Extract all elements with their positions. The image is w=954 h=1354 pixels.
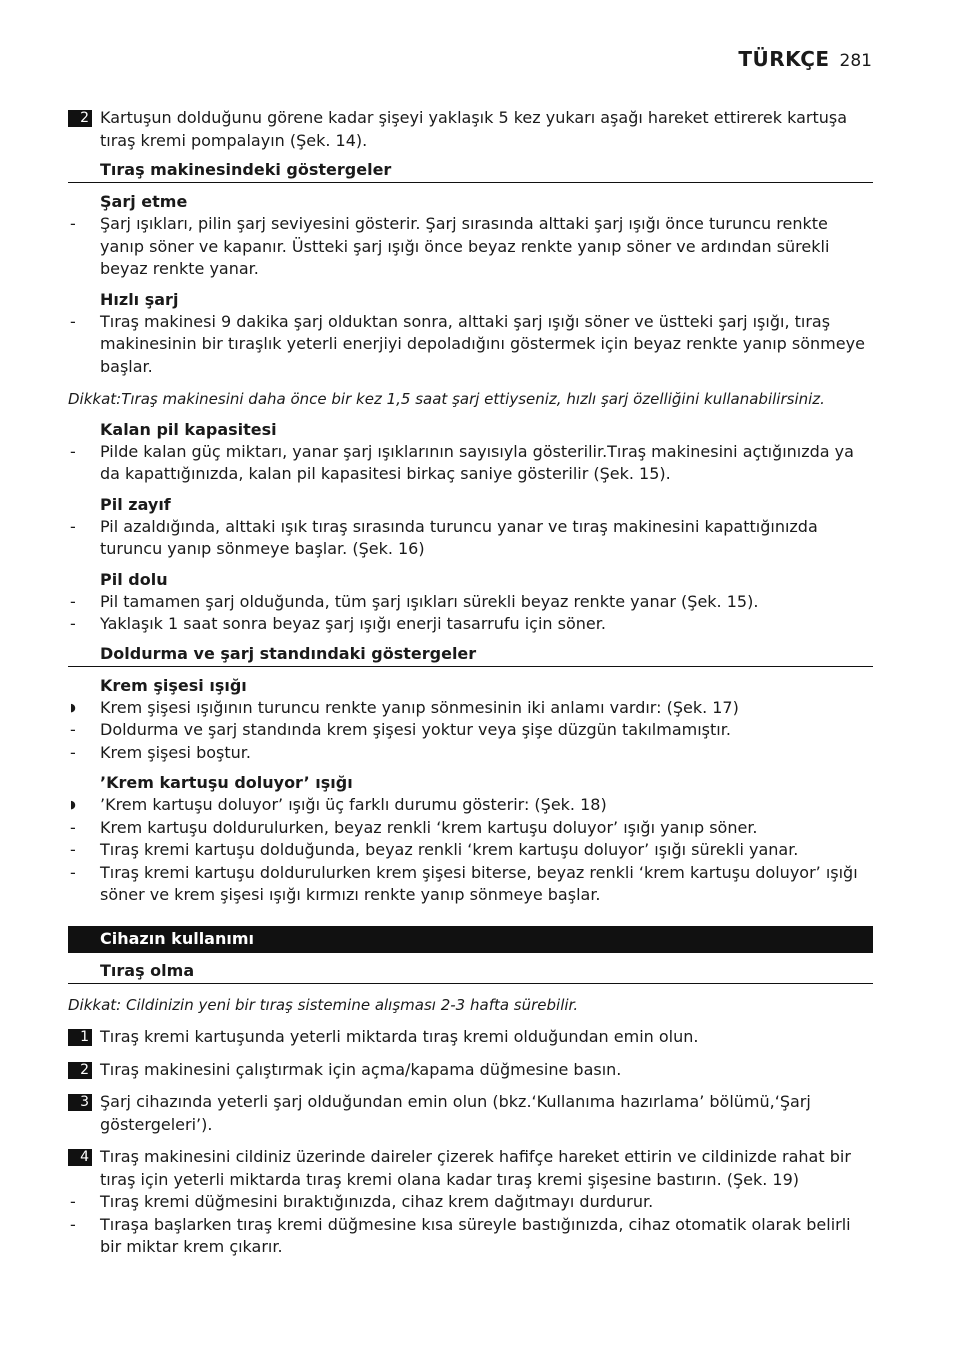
list-item: - Krem şişesi boştur. xyxy=(70,742,251,762)
list-item: - Şarj ışıkları, pilin şarj seviyesini gösterir. Şarj sırasında alttaki şarj ışığı önce turuncu renkte yanıp söner ve kapanır. Üstteki şarj ışığı önce beyaz renkte yanıp söner ve ardından sürekli beyaz renkte yanar. xyxy=(70,214,830,278)
step-text: Tıraş makinesini çalıştırmak için açma/kapama düğmesine basın. xyxy=(100,1059,622,1079)
bullet-icon: ◗ xyxy=(70,798,76,811)
step-2-fill xyxy=(68,107,873,152)
list-item: - Pilde kalan güç miktarı, yanar şarj ışıklarının sayısıyla gösterilir.Tıraş makinesini açtığınızda ya da kapattığınızda, kalan pil kapasitesi birkaç saniye gösterilir (Şek. 15). xyxy=(70,441,854,483)
language-title: TÜRKÇE xyxy=(738,47,830,71)
step-4 xyxy=(68,1146,873,1191)
list-item: - Tıraş kremi kartuşu doldurulurken krem şişesi biterse, beyaz renkli ‘krem kartuşu doluyor’ ışığı söner ve krem şişesi ışığı kırmızı renkte yanıp sönmeye başlar. xyxy=(70,862,858,904)
list-item: - Tıraş kremi kartuşu dolduğunda, beyaz renkli ‘krem kartuşu doluyor’ ışığı sürekli yanar. xyxy=(70,840,799,859)
page-header xyxy=(738,47,872,71)
subheading-battery-low: Pil zayıf xyxy=(100,494,171,514)
list-item: - Krem kartuşu doldurulurken, beyaz renkli ‘krem kartuşu doluyor’ ışığı yanıp söner. xyxy=(70,817,758,837)
bullet-icon: ◗ xyxy=(70,700,76,714)
step-text: Tıraş makinesini cildiniz üzerinde daireler çizerek hafifçe hareket ettirin ve cildinizde rahat bir tıraş için yeterli miktarda tıraş kremi olana kadar tıraş kremi şişesine bastırın. (Şek. 19) xyxy=(100,1147,851,1189)
list-item: - Pil azaldığında, alttaki ışık tıraş sırasında turuncu yanar ve tıraş makinesini kapattığınızda turuncu yanıp sönmeye başlar. (Şek. 16) xyxy=(70,516,818,558)
step-3 xyxy=(68,1091,873,1136)
list-item: - Doldurma ve şarj standında krem şişesi yoktur veya şişe düzgün takılmamıştır. xyxy=(70,720,731,739)
page-number: 281 xyxy=(839,51,872,71)
subheading-cream-bottle-light: Krem şişesi ışığı xyxy=(100,675,247,695)
bullet-item: ◗ Krem şişesi ışığının turuncu renkte yanıp sönmesinin iki anlamı vardır: (Şek. 17) xyxy=(70,697,739,717)
section-bar-usage: Cihazın kullanımı xyxy=(68,926,873,953)
step-number: 2 xyxy=(68,110,92,127)
subheading-battery-full: Pil dolu xyxy=(100,569,168,589)
subheading-cartridge-filling-light: ’Krem kartuşu doluyor’ ışığı xyxy=(100,773,353,792)
section-stand-indicators: Doldurma ve şarj standındaki göstergeler xyxy=(68,643,873,667)
step-number: 4 xyxy=(68,1149,92,1166)
note-adaptation: Dikkat: Cildinizin yeni bir tıraş sistemine alışması 2-3 hafta sürebilir. xyxy=(68,995,579,1014)
step-2 xyxy=(68,1059,873,1082)
step-number: 3 xyxy=(68,1094,92,1111)
list-item: - Tıraşa başlarken tıraş kremi düğmesine kısa süreyle bastığınızda, cihaz otomatik olarak belirli bir miktar krem çıkarır. xyxy=(70,1214,851,1256)
step-text: Şarj cihazında yeterli şarj olduğundan emin olun (bkz.‘Kullanıma hazırlama’ bölümü,‘Şarj göstergeleri’). xyxy=(100,1092,811,1134)
page-content xyxy=(68,107,873,1259)
subheading-quick-charge: Hızlı şarj xyxy=(100,289,179,309)
list-item: - Tıraş makinesi 9 dakika şarj olduktan sonra, alttaki şarj ışığı söner ve üstteki şarj ışığı, tıraş makinesinin bir tıraşlık yeterli enerjiyi depoladığını göstermek için beyaz renkte yanıp sönmeye başlar. xyxy=(70,311,865,376)
step-text: Kartuşun dolduğunu görene kadar şişeyi yaklaşık 5 kez yukarı aşağı hareket ettirerek kartuşa tıraş kremi pompalayın (Şek. 14). xyxy=(100,108,848,150)
list-item: - Pil tamamen şarj olduğunda, tüm şarj ışıkları sürekli beyaz renkte yanar (Şek. 15). xyxy=(70,591,759,611)
note-quick-charge: Dikkat:Tıraş makinesini daha önce bir kez 1,5 saat şarj ettiyseniz, hızlı şarj özelliğini kullanabilirsiniz. xyxy=(68,390,825,408)
step-number: 2 xyxy=(68,1062,92,1079)
list-item: - Tıraş kremi düğmesini bıraktığınızda, cihaz krem dağıtmayı durdurur. xyxy=(70,1192,654,1211)
subheading-remaining-capacity: Kalan pil kapasitesi xyxy=(100,419,277,439)
subheading-charging: Şarj etme xyxy=(100,192,188,211)
section-shaver-indicators: Tıraş makinesindeki göstergeler xyxy=(68,159,873,183)
bullet-item: ◗ ’Krem kartuşu doluyor’ ışığı üç farklı durumu gösterir: (Şek. 18) xyxy=(70,795,607,814)
step-1 xyxy=(68,1026,873,1049)
step-text: Tıraş kremi kartuşunda yeterli miktarda tıraş kremi olduğundan emin olun. xyxy=(100,1027,699,1046)
section-shaving: Tıraş olma xyxy=(68,960,873,984)
step-number: 1 xyxy=(68,1029,92,1046)
list-item: - Yaklaşık 1 saat sonra beyaz şarj ışığı enerji tasarrufu için söner. xyxy=(70,614,606,633)
